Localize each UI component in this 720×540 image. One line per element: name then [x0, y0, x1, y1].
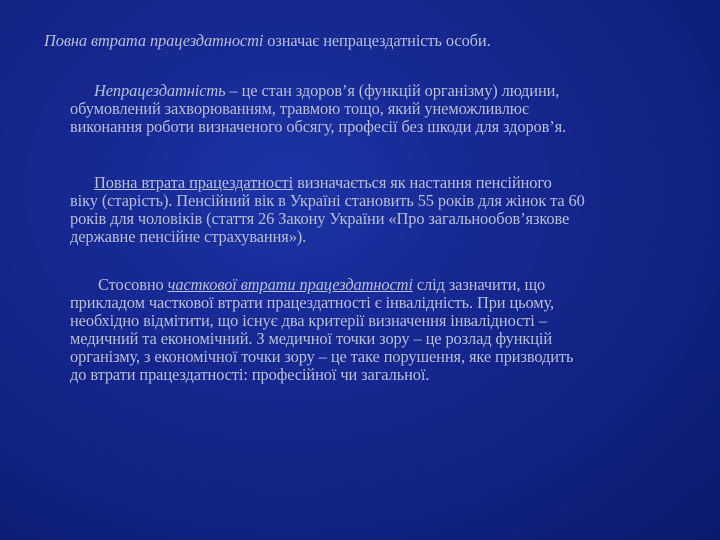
- paragraph-text: – це стан здоров’я (функцій організму) людини,: [225, 81, 560, 100]
- paragraph-text: визначається як настання пенсійного: [293, 173, 552, 192]
- paragraph-line: прикладом часткової втрати працездатності є інвалідність. При цьому,: [70, 293, 555, 312]
- paragraph-line: виконання роботи визначеного обсягу, професії без шкоди для здоров’я.: [70, 117, 567, 136]
- paragraph-line: [70, 276, 573, 294]
- paragraph-line: років для чоловіків (стаття 26 Закону України «Про загальнообов’язкове: [70, 209, 570, 228]
- paragraph-definition-full-loss: [44, 32, 491, 50]
- paragraph-line: до втрати працездатності: професійної чи загальної.: [70, 365, 430, 384]
- paragraph-definition-incapacity: [70, 82, 566, 136]
- paragraph-line: [44, 32, 491, 50]
- paragraph-pension-age: [70, 174, 585, 246]
- indent: [70, 275, 98, 294]
- paragraph-line: віку (старість). Пенсійний вік в Україні становить 55 років для жінок та 60: [70, 191, 585, 210]
- paragraph-line: організму, з економічної точки зору – це таке порушення, яке призводить: [70, 347, 574, 366]
- paragraph-line: обумовлений захворюванням, травмою тощо, який унеможливлює: [70, 99, 529, 118]
- paragraph-line: медичний та економічний. З медичної точки зору – це розлад функцій: [70, 329, 553, 348]
- indent: [70, 81, 94, 100]
- paragraph-text: слід зазначити, що: [412, 275, 546, 294]
- paragraph-text: означає непрацездатність особи.: [263, 31, 491, 50]
- italic-term-full-loss: Повна втрата працездатності: [44, 31, 264, 50]
- paragraph-partial-loss: [70, 276, 573, 384]
- italic-underlined-term-partial-loss: часткової втрати працездатності: [167, 275, 413, 294]
- paragraph-text: Стосовно: [97, 275, 168, 294]
- underlined-term-full-loss: Повна втрата працездатності: [94, 173, 294, 192]
- paragraph-line: [70, 82, 566, 100]
- paragraph-line: [70, 174, 585, 192]
- indent: [70, 173, 94, 192]
- italic-term-incapacity: Непрацездатність: [94, 81, 226, 100]
- paragraph-line: необхідно відмітити, що існує два критерії визначення інвалідності –: [70, 311, 547, 330]
- paragraph-line: державне пенсійне страхування»).: [70, 227, 307, 246]
